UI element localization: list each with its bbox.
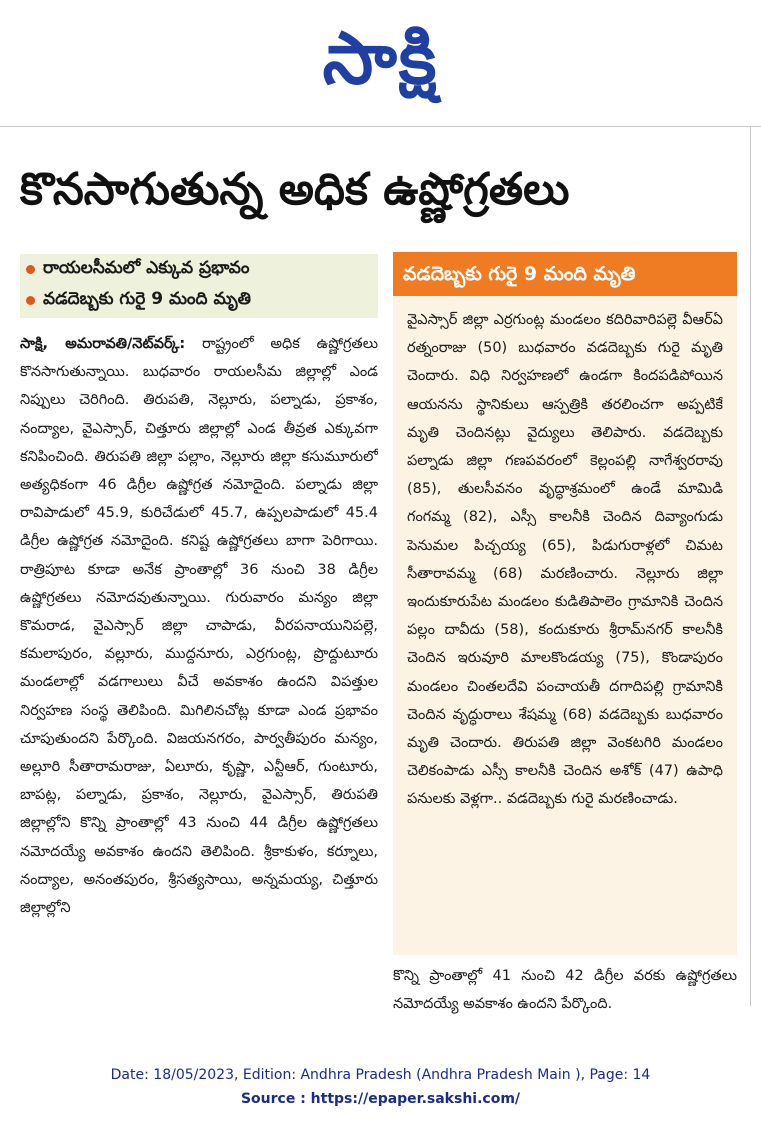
sidebar-box-body: వైఎస్సార్ జిల్లా ఎర్రగుంట్ల మండలం కదిరివారిపల్లె వీఆర్ఏ రత్నంరాజు (50) బుధవారం వడదెబ్బకు గురై మృతి చెందారు. విధి నిర్వహణలో ఉండగా కిందపడిపోయిన ఆయనను స్థానికులు ఆస్పత్రికి తరలించగా అప్పటికే మృతి చెందినట్లు వైద్యులు తెలిపారు. వడదెబ్బకు పల్నాడు జిల్లా గణపవరంలో కెల్లంపల్లి నాగేశ్వరరావు (85), తులసీవనం వృద్ధాశ్రమంలో ఉండే మామిడి గంగమ్మ (82), ఎస్సీ కాలనీకి చెందిన దివ్యాంగుడు పెనుమల పిచ్చయ్య (65), పిడుగురాళ్లలో చిమట సీతారావమ్మ (68) మరణించారు. నెల్లూరు జిల్లా ఇందుకూరుపేట మండలం కుడితిపాలెం గ్రామానికి చెందిన పల్లం దావీదు (58), కందుకూరు శ్రీరామ్‌నగర్ కాలనీకి చెందిన ఇరువూరి మాలకొండయ్య (75), కొండాపురం మండలం చింతలదేవి పంచాయతీ దగాదిపల్లి గ్రామానికి చెందిన వృద్ధురాలు శేషమ్మ (68) వడదెబ్బకు బుధవారం మృతి చెందారు. తిరుపతి జిల్లా వెంకటగిరి మండలం చెలికంపాడు ఎస్సీ కాలనీకి చెందిన అశోక్ (47) ఉపాధి పనులకు వెళ్లగా.. వడదెబ్బకు గురై మరణించాడు. <box>407 312 723 808</box>
bullet-icon <box>26 265 35 274</box>
sidebar-box <box>393 252 737 955</box>
highlight-item <box>20 285 378 316</box>
right-divider <box>750 126 751 1006</box>
bullet-icon <box>26 296 35 305</box>
page-footer <box>0 1063 761 1111</box>
source-link[interactable]: Source : https://epaper.sakshi.com/ <box>240 1091 521 1107</box>
logo-text: సాక్షి <box>322 16 439 100</box>
sidebar-box-title: వడదెబ్బకు గురై 9 మంది మృతి <box>393 252 737 296</box>
top-divider <box>0 126 761 127</box>
sakshi-logo <box>0 8 761 108</box>
highlight-text: వడదెబ్బకు గురై 9 మంది మృతి <box>43 288 251 309</box>
highlights-box <box>20 254 378 318</box>
body-text-left: రాష్ట్రంలో అధిక ఉష్ణోగ్రతలు కొనసాగుతున్నాయి. బుధవారం రాయలసీమ జిల్లాల్లో ఎండ నిప్పులు చెరిగింది. తిరుపతి, నెల్లూరు, పల్నాడు, ప్రకాశం, నంద్యాల, వైఎస్సార్, చిత్తూరు జిల్లాల్లో ఎండ తీవ్రత ఎక్కువగా కనిపించింది. తిరుపతి జిల్లా పల్లాం, నెల్లూరు జిల్లా కసుమూరులో అత్యధికంగా 46 డిగ్రీల ఉష్ణోగ్రత నమోదైంది. పల్నాడు జిల్లా రావిపాడులో 45.9, కురిచేడులో 45.7, ఉప్పలపాడులో 45.4 డిగ్రీల ఉష్ణోగ్రత నమోదైంది. కనిష్ట ఉష్ణోగ్రతలు బాగా పెరిగాయి. రాత్రిపూట కూడా అనేక ప్రాంతాల్లో 36 నుంచి 38 డిగ్రీల ఉష్ణోగ్రతలు నమోదవుతున్నాయి. గురువారం మన్యం జిల్లా కొమరాడ, వైఎస్సార్ జిల్లా చాపాడు, వీరపనాయునిపల్లె, కమలాపురం, వల్లూరు, ముద్దనూరు, ఎర్రగుంట్ల, ప్రొద్దుటూరు మండలాల్లో వడగాలులు వీచే అవకాశం ఉందని విపత్తుల నిర్వహణ సంస్థ తెలిపింది. మిగిలినచోట్ల కూడా ఎండ ప్రభావం చూపుతుందని పేర్కొంది. విజయనగరం, పార్వతీపురం మన్యం, అల్లూరి సీతారామరాజు, ఏలూరు, కృష్ణా, ఎన్టీఆర్, గుంటూరు, బాపట్ల, పల్నాడు, ప్రకాశం, నెల్లూరు, వైఎస్సార్, తిరుపతి జిల్లాల్లోని కొన్ని ప్రాంతాల్లో 43 నుంచి 44 డిగ్రీల ఉష్ణోగ్రతలు నమోదయ్యే అవకాశం ఉందని తెలిపింది. శ్రీకాకుళం, కర్నూలు, నంద్యాల, అనంతపురం, శ్రీసత్యసాయి, అన్నమయ్య, చిత్తూరు జిల్లాల్లోని <box>20 336 378 917</box>
article-headline: కొనసాగుతున్న అధిక ఉష్ణోగ్రతలు <box>20 164 570 215</box>
article-body-right-tail: కొన్ని ప్రాంతాల్లో 41 నుంచి 42 డిగ్రీల వరకు ఉష్ణోగ్రతలు నమోదయ్యే అవకాశం ఉందని పేర్కొంది. <box>393 968 737 1013</box>
highlight-item <box>20 254 378 285</box>
article-body-left <box>20 330 378 1010</box>
highlight-text: రాయలసీమలో ఎక్కువ ప్రభావం <box>43 257 250 278</box>
edition-line: Date: 18/05/2023, Edition: Andhra Pradesh (Andhra Pradesh Main ), Page: 14 <box>110 1067 651 1083</box>
dateline: సాక్షి, అమరావతి/నెట్‌వర్క్: <box>20 336 186 352</box>
